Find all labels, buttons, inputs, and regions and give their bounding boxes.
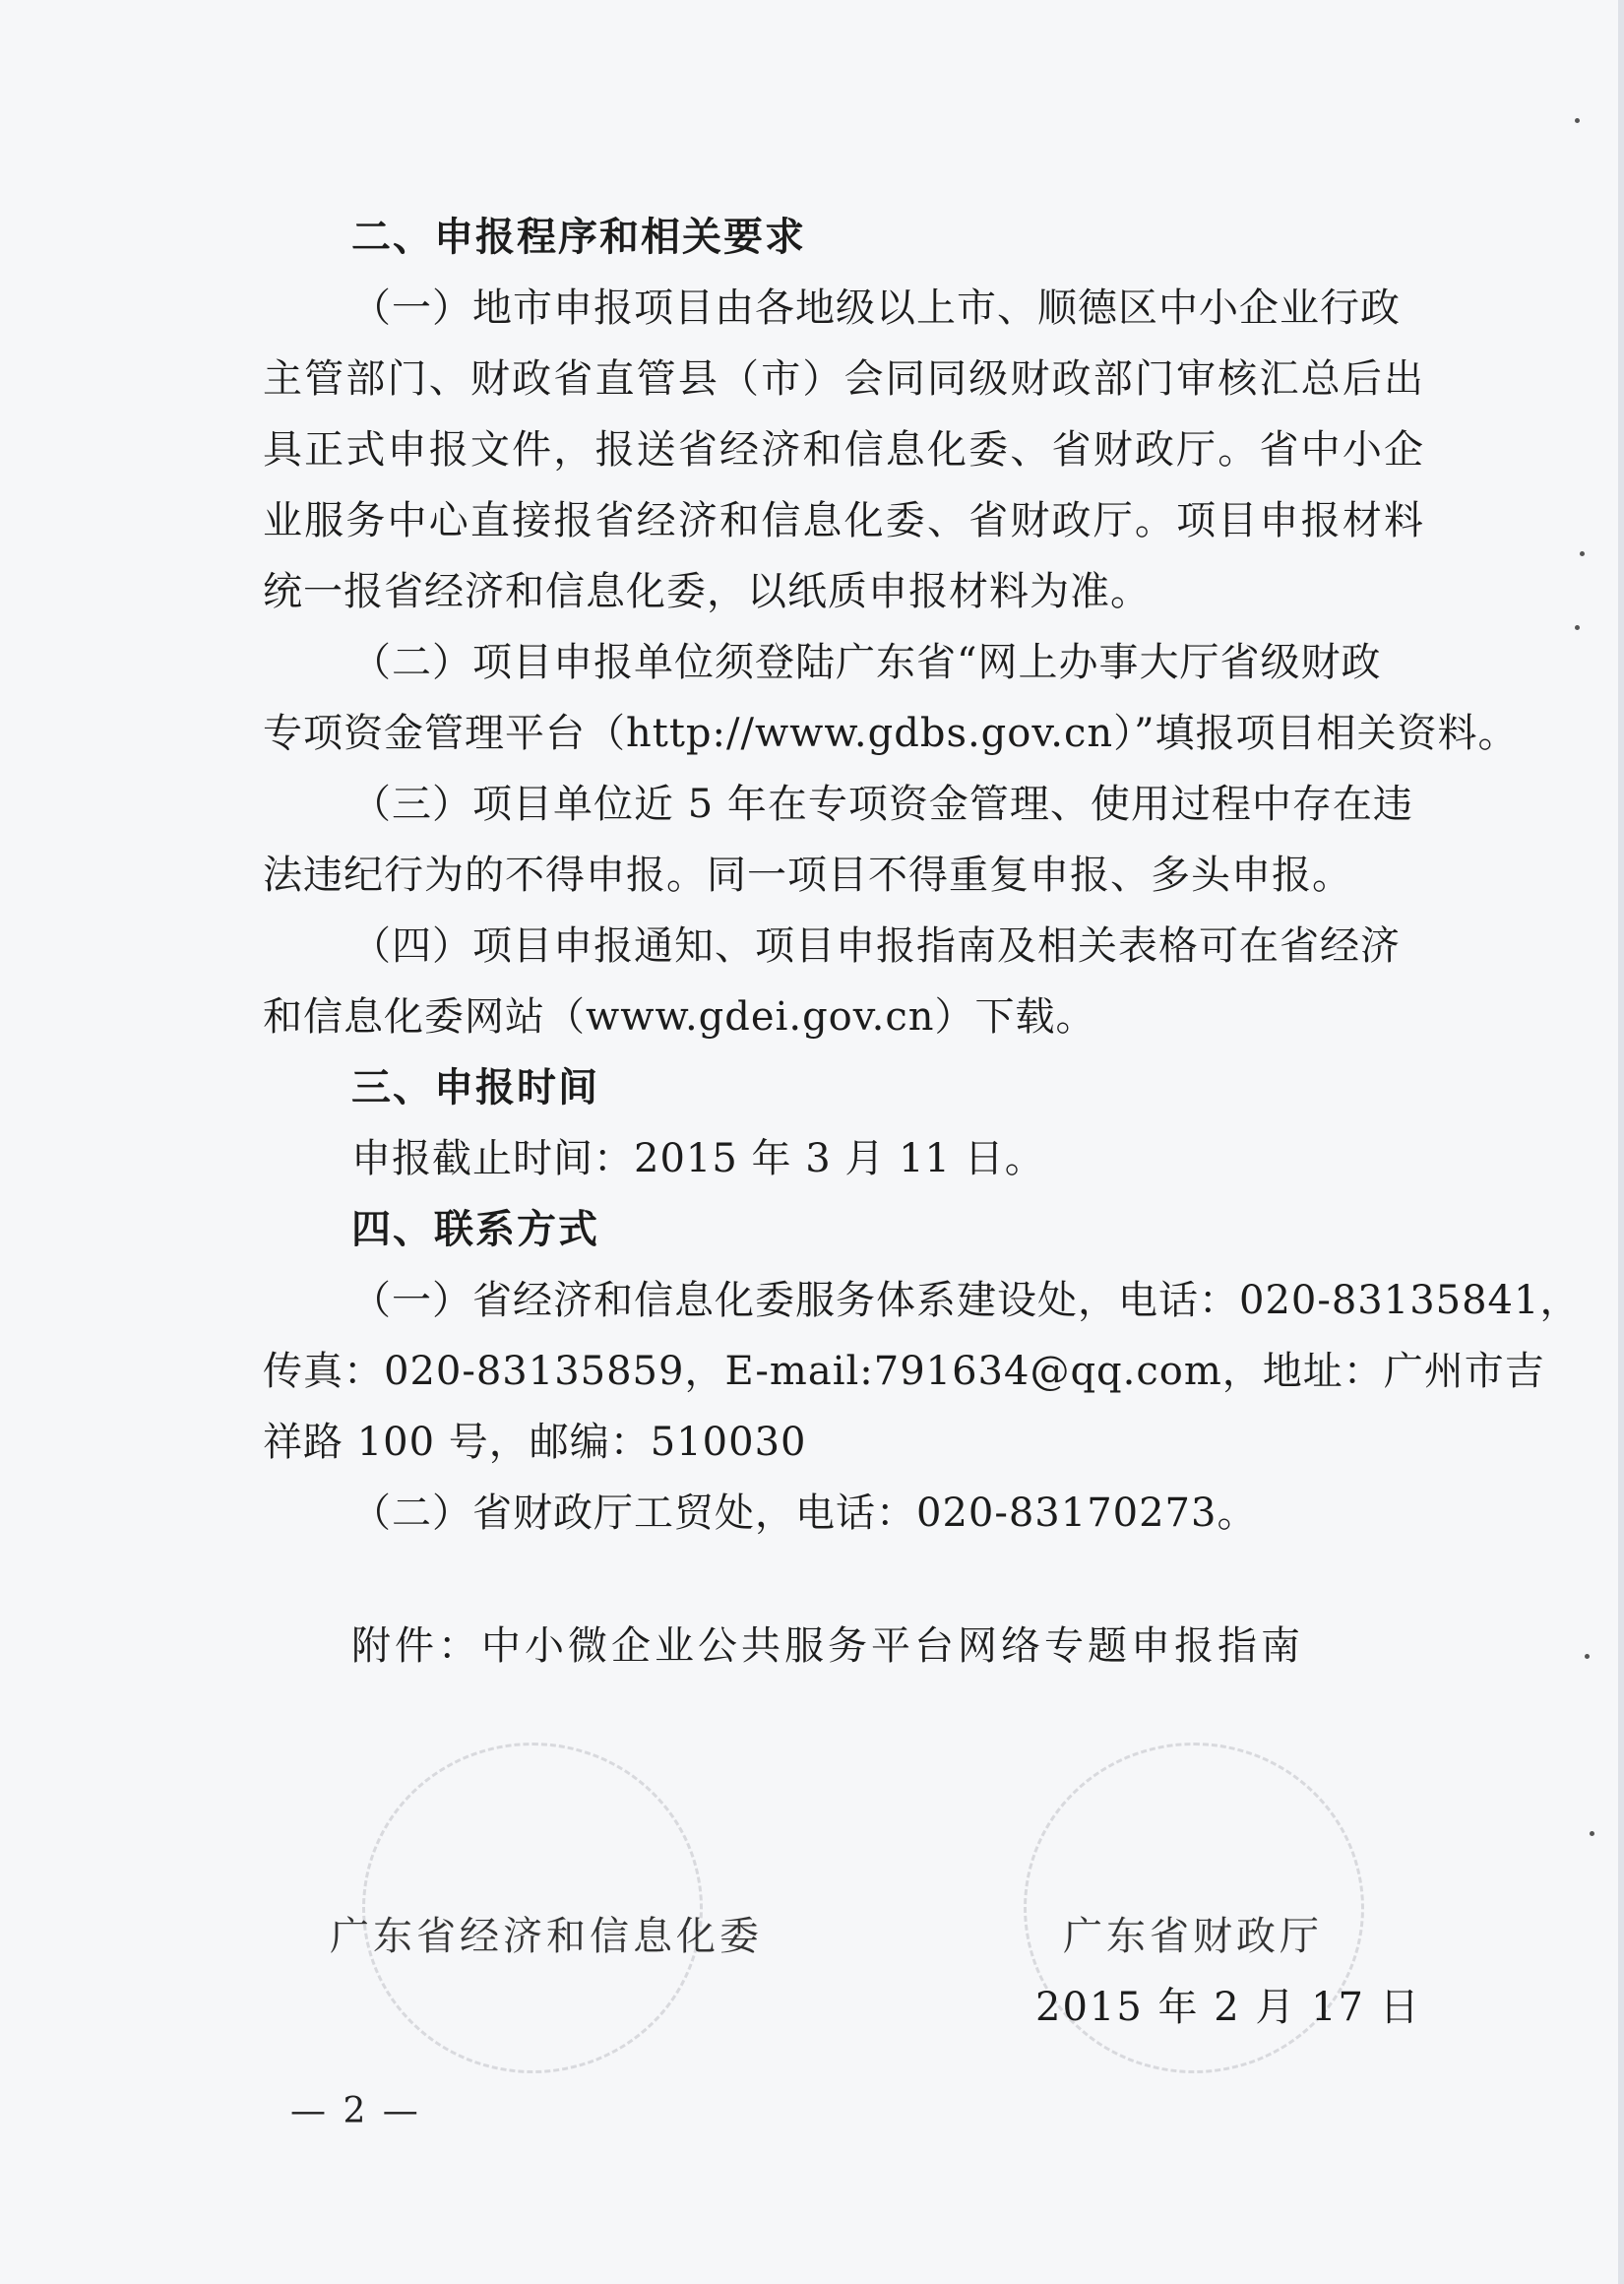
signatory-left: 广东省经济和信息化委 xyxy=(330,1914,763,1959)
contact-line: 祥路 100 号，邮编：510030 xyxy=(263,1420,807,1465)
attachment-note: 附件：中小微企业公共服务平台网络专题申报指南 xyxy=(351,1623,1304,1669)
paragraph-line: （二）项目申报单位须登陆广东省“网上办事大厅省级财政 xyxy=(351,640,1382,685)
scan-speck xyxy=(1575,118,1580,123)
paragraph-line: （四）项目申报通知、项目申报指南及相关表格可在省经济 xyxy=(351,923,1401,969)
paragraph-line: 法违纪行为的不得申报。同一项目不得重复申报、多头申报。 xyxy=(263,853,1352,898)
paragraph-line: 统一报省经济和信息化委，以纸质申报材料为准。 xyxy=(263,569,1151,614)
paragraph-line: 主管部门、财政省直管县（市）会同同级财政部门审核汇总后出 xyxy=(263,356,1424,402)
scan-speck xyxy=(1580,551,1585,556)
contact-line: 传真：020-83135859，E-mail:791634@qq.com，地址：广州市吉 xyxy=(263,1349,1545,1394)
paragraph-line: 具正式申报文件，报送省经济和信息化委、省财政厅。省中小企 xyxy=(263,427,1424,473)
section-heading-2: 二、申报程序和相关要求 xyxy=(351,214,806,260)
paragraph-line: 和信息化委网站（www.gdei.gov.cn）下载。 xyxy=(263,994,1096,1040)
signatory-right: 广东省财政厅 xyxy=(1063,1914,1323,1959)
deadline-line: 申报截止时间：2015 年 3 月 11 日。 xyxy=(351,1136,1045,1181)
document-date: 2015 年 2 月 17 日 xyxy=(1035,1985,1421,2030)
paragraph-line: 业服务中心直接报省经济和信息化委、省财政厅。项目申报材料 xyxy=(263,498,1424,543)
paragraph-line: （三）项目单位近 5 年在专项资金管理、使用过程中存在违 xyxy=(351,782,1413,827)
page-number: — 2 — xyxy=(290,2091,421,2131)
document-body xyxy=(263,202,1581,1549)
scan-speck xyxy=(1590,1831,1594,1836)
contact-line: （二）省财政厅工贸处，电话：020-83170273。 xyxy=(351,1491,1258,1536)
section-heading-4: 四、联系方式 xyxy=(351,1206,599,1252)
paragraph-line: （一）地市申报项目由各地级以上市、顺德区中小企业行政 xyxy=(351,286,1401,331)
section-heading-3: 三、申报时间 xyxy=(351,1064,599,1110)
scan-edge xyxy=(1618,0,1624,2284)
paragraph-line: 专项资金管理平台（http://www.gdbs.gov.cn）”填报项目相关资料。 xyxy=(263,711,1519,756)
contact-line: （一）省经济和信息化委服务体系建设处，电话：020-83135841， xyxy=(351,1278,1581,1323)
scan-speck xyxy=(1585,1654,1590,1659)
scan-speck xyxy=(1575,625,1580,630)
